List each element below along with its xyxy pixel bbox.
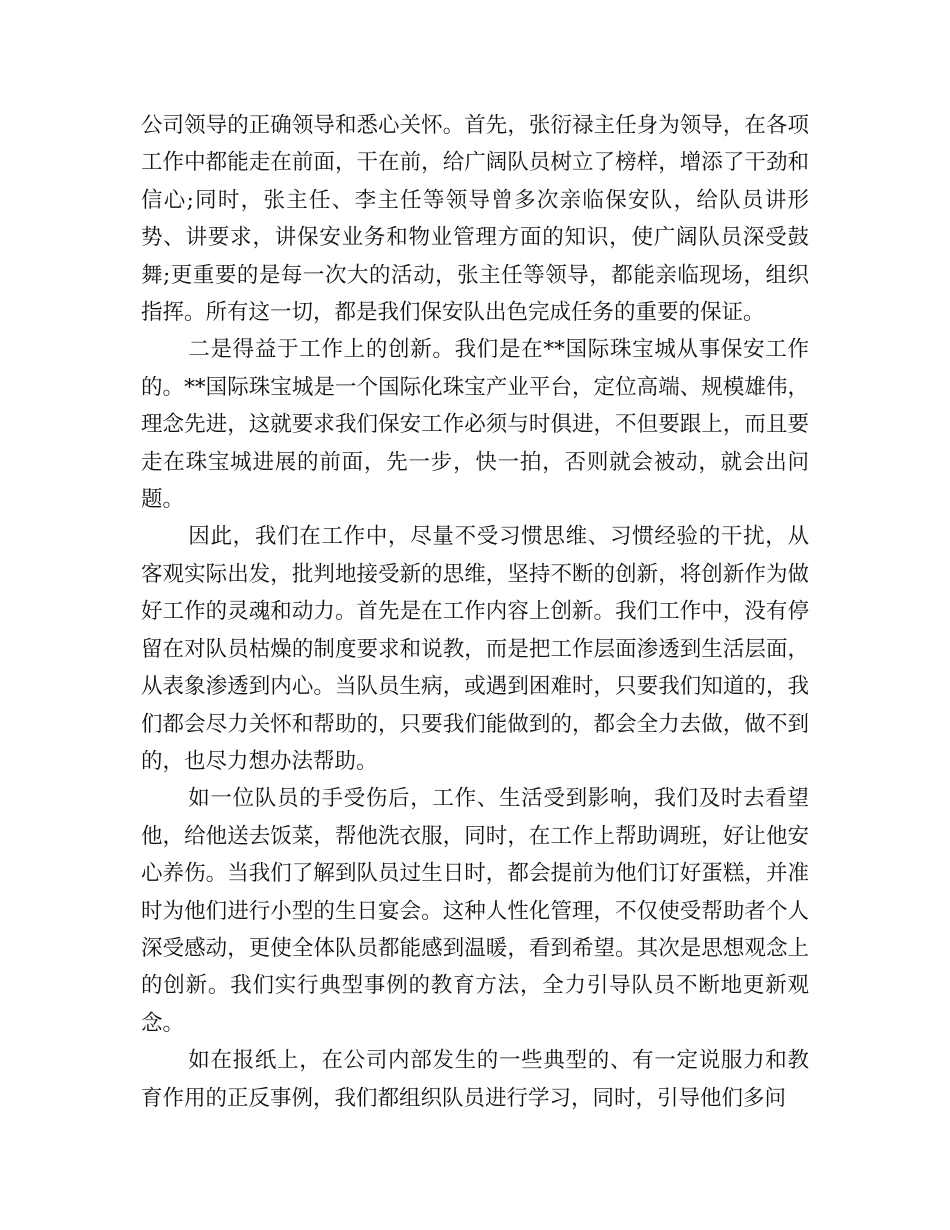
paragraph-4: 如一位队员的手受伤后，工作、生活受到影响，我们及时去看望他，给他送去饭菜，帮他洗衣服，同时，在工作上帮助调班，好让他安心养伤。当我们了解到队员过生日时，都会提前为他们订好蛋糕，并准时为他们进行小型的生日宴会。这种人性化管理，不仅使受帮助者个人深受感动，更使全体队员都能感到温暖，看到希望。其次是思想观念上的创新。我们实行典型事例的教育方法，全力引导队员不断地更新观念。: [141, 786, 809, 1036]
paragraph-1: 公司领导的正确领导和悉心关怀。首先，张衍禄主任身为领导，在各项工作中都能走在前面，干在前，给广阔队员树立了榜样，增添了干劲和信心;同时，张主任、李主任等领导曾多次亲临保安队，给队员讲形势、讲要求，讲保安业务和物业管理方面的知识，使广阔队员深受鼓舞;更重要的是每一次大的活动，张主任等领导，都能亲临现场，组织指挥。所有这一切，都是我们保安队出色完成任务的重要的保证。: [141, 113, 809, 326]
paragraph-5: 如在报纸上，在公司内部发生的一些典型的、有一定说服力和教育作用的正反事例，我们都组织队员进行学习，同时，引导他们多问: [141, 1048, 809, 1111]
document-body: [141, 107, 809, 1117]
paragraph-3: 因此，我们在工作中，尽量不受习惯思维、习惯经验的干扰，从客观实际出发，批判地接受新的思维，坚持不断的创新，将创新作为做好工作的灵魂和动力。首先是在工作内容上创新。我们工作中，没有停留在对队员枯燥的制度要求和说教，而是把工作层面渗透到生活层面，从表象渗透到内心。当队员生病，或遇到困难时，只要我们知道的，我们都会尽力关怀和帮助的，只要我们能做到的，都会全力去做，做不到的，也尽力想办法帮助。: [141, 524, 809, 774]
paragraph-2: 二是得益于工作上的创新。我们是在**国际珠宝城从事保安工作的。**国际珠宝城是一个国际化珠宝产业平台，定位高端、规模雄伟，理念先进，这就要求我们保安工作必须与时俱进，不但要跟上，而且要走在珠宝城进展的前面，先一步，快一拍，否则就会被动，就会出问题。: [141, 337, 809, 513]
